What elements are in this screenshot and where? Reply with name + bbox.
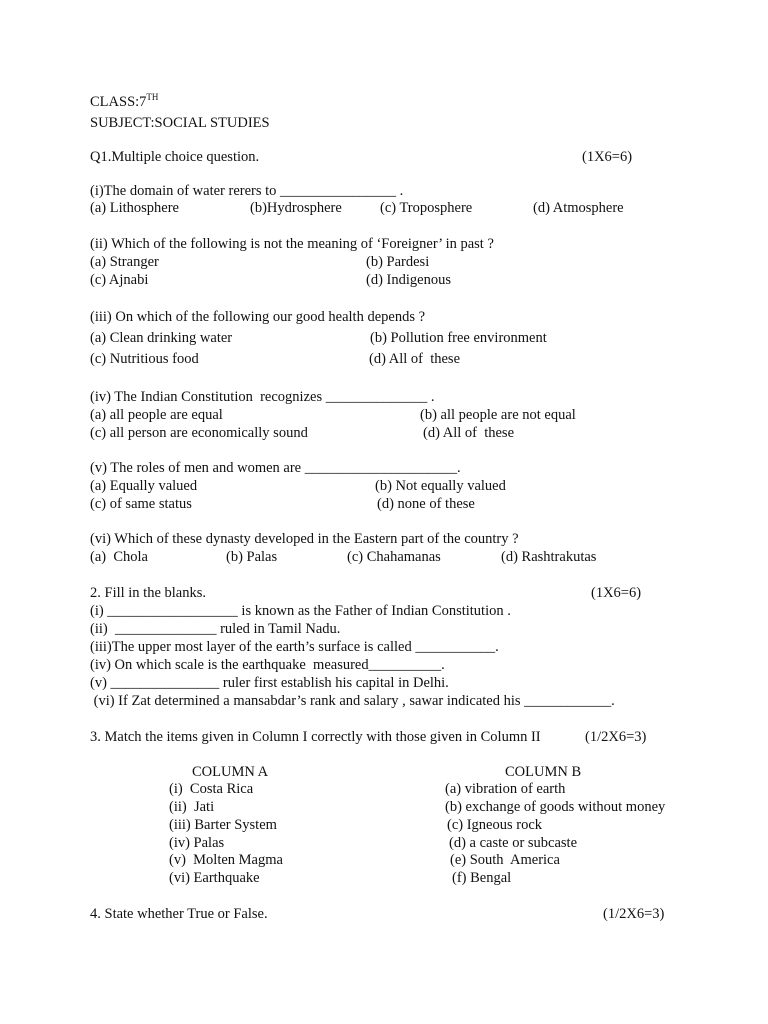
q2-line-6: (vi) If Zat determined a mansabdar’s rank and salary , sawar indicated his ____________. xyxy=(90,693,615,709)
column-b-item: (b) exchange of goods without money xyxy=(445,799,666,815)
q3-title: 3. Match the items given in Column I correctly with those given in Column II xyxy=(90,729,541,745)
column-a-item: (iii) Barter System xyxy=(169,817,277,833)
q1-2-option-d: (d) Indigenous xyxy=(366,272,451,288)
column-b-heading: COLUMN B xyxy=(505,764,582,780)
q1-question-3: (iii) On which of the following our good health depends ? xyxy=(90,309,426,325)
q1-6-option-d: (d) Rashtrakutas xyxy=(501,549,597,565)
q1-5-option-b: (b) Not equally valued xyxy=(375,478,506,494)
q1-2-option-c: (c) Ajnabi xyxy=(90,272,149,288)
column-b-item: (c) Igneous rock xyxy=(447,817,543,833)
q2-line-2: (ii) ______________ ruled in Tamil Nadu. xyxy=(90,621,341,637)
column-b-item: (a) vibration of earth xyxy=(445,781,566,797)
q2-line-1: (i) __________________ is known as the Father of Indian Constitution . xyxy=(90,603,511,619)
q1-4-option-d: (d) All of these xyxy=(423,425,515,441)
q3-marks: (1/2X6=3) xyxy=(585,729,647,745)
q2-marks: (1X6=6) xyxy=(591,585,642,601)
column-a-item: (v) Molten Magma xyxy=(169,852,283,868)
column-b-item: (e) South America xyxy=(450,852,560,868)
q2-title: 2. Fill in the blanks. xyxy=(90,585,206,601)
q1-3-option-b: (b) Pollution free environment xyxy=(370,330,547,346)
q1-4-option-a: (a) all people are equal xyxy=(90,407,223,423)
q1-title: Q1.Multiple choice question. xyxy=(90,149,260,165)
q1-question-5: (v) The roles of men and women are _____________________. xyxy=(90,460,461,476)
subject-label: SUBJECT:SOCIAL STUDIES xyxy=(90,115,270,131)
column-a-heading: COLUMN A xyxy=(192,764,269,780)
q1-question-4: (iv) The Indian Constitution recognizes ______________ . xyxy=(90,389,435,405)
q2-line-4: (iv) On which scale is the earthquake measured__________. xyxy=(90,657,445,673)
q1-question-1: (i)The domain of water rerers to ________________ . xyxy=(90,183,404,199)
class-label: CLASS:7TH xyxy=(90,92,159,110)
q1-6-option-b: (b) Palas xyxy=(226,549,278,565)
column-b-item: (f) Bengal xyxy=(452,870,512,886)
q1-6-option-a: (a) Chola xyxy=(90,549,148,565)
q1-5-option-c: (c) of same status xyxy=(90,496,192,512)
column-a-item: (iv) Palas xyxy=(169,835,225,851)
q1-question-2: (ii) Which of the following is not the meaning of ‘Foreigner’ in past ? xyxy=(90,236,494,252)
q1-marks: (1X6=6) xyxy=(582,149,633,165)
q1-1-option-d: (d) Atmosphere xyxy=(533,200,624,216)
q1-2-option-a: (a) Stranger xyxy=(90,254,159,270)
q1-3-option-d: (d) All of these xyxy=(369,351,461,367)
q4-title: 4. State whether True or False. xyxy=(90,906,268,922)
q2-line-5: (v) _______________ ruler first establish his capital in Delhi. xyxy=(90,675,449,691)
column-a-item: (vi) Earthquake xyxy=(169,870,260,886)
q1-question-6: (vi) Which of these dynasty developed in the Eastern part of the country ? xyxy=(90,531,519,547)
column-b-item: (d) a caste or subcaste xyxy=(449,835,578,851)
q1-1-option-a: (a) Lithosphere xyxy=(90,200,179,216)
q1-4-option-c: (c) all person are economically sound xyxy=(90,425,308,441)
q1-3-option-c: (c) Nutritious food xyxy=(90,351,199,367)
q1-2-option-b: (b) Pardesi xyxy=(366,254,430,270)
class-superscript: TH xyxy=(146,92,159,102)
q1-6-option-c: (c) Chahamanas xyxy=(347,549,441,565)
q1-3-option-a: (a) Clean drinking water xyxy=(90,330,233,346)
q1-5-option-a: (a) Equally valued xyxy=(90,478,198,494)
q1-4-option-b: (b) all people are not equal xyxy=(420,407,576,423)
q1-1-option-b: (b)Hydrosphere xyxy=(250,200,342,216)
q4-marks: (1/2X6=3) xyxy=(603,906,665,922)
q1-1-option-c: (c) Troposphere xyxy=(380,200,473,216)
column-a-item: (ii) Jati xyxy=(169,799,215,815)
q2-line-3: (iii)The upper most layer of the earth’s surface is called ___________. xyxy=(90,639,499,655)
column-a-item: (i) Costa Rica xyxy=(169,781,254,797)
q1-5-option-d: (d) none of these xyxy=(377,496,475,512)
